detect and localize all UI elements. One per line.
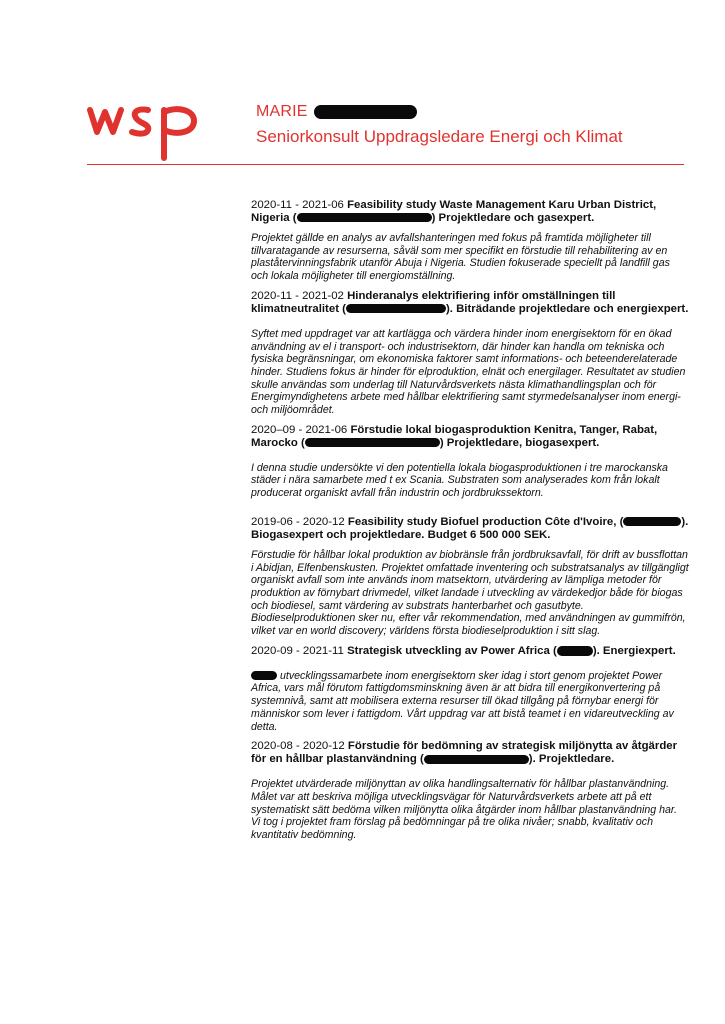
project-heading [251, 645, 689, 658]
project-title: Strategisk utveckling av Power Africa ( [347, 644, 557, 657]
project-title: Feasibility study Waste Management Karu Urban District, Nigeria ( [251, 199, 657, 224]
project-role: ). Biträdande projektledare och energiexpert. [445, 302, 689, 315]
project-date: 2020-09 - 2021-11 [251, 644, 344, 657]
project-title: Förstudie för bedömning av strategisk miljönytta av åtgärder för en hållbar plastanvändning ( [251, 740, 678, 766]
project-date: 2020–09 - 2021-06 [251, 423, 348, 436]
project-title: Förstudie lokal biogasproduktion Kenitra, Tanger, Rabat, Marocko ( [251, 423, 658, 449]
project-description: Förstudie för hållbar lokal produktion av biobränsle från jordbruksavfall, för drift av bussflottan i Abidjan, Elfenbenskusten. Projektet omfattade inventering och substratsanalys av tillgängligt organiskt avfall som inte används inom matsektorn, utvärdering av lämpliga metoder för produktion av förnybart drivmedel, vilket landade i utveckling av värdekedjor både för biogas och biodiesel, samt värdering av substrats hanterbarhet och gasutbyte. Biodieselproduktionen sker nu, efter vår rekommendation, med användningen av gummifrön, vilket var en world discovery; världens första biodieselproduktion i sitt slag. [251, 548, 689, 638]
redacted-client [346, 304, 446, 313]
project-description: Syftet med uppdraget var att kartlägga och värdera hinder inom energisektorn för en ökad användning av el i transport- och industrisektorn, där hinder kan handla om tekniska och fysiska begränsningar, om ekonomiska faktorer samt informations- och beteenderelaterade hinder. Studiens fokus är hinder för elproduktion, elnät och energilager. Resultatet av studien skulle användas som underlag till Naturvårdsverkets nästa klimathandlingsplan och för Energimyndighetens arbete med hållbar elektrifiering samt styrmedelsanalyser inom energi- och miljöområdet. [251, 327, 686, 417]
project-title: Feasibility study Biofuel production Côte d'Ivoire, ( [347, 515, 624, 528]
header-divider [87, 164, 684, 165]
project-role: ) Projektledare, biogasexpert. [439, 436, 600, 449]
project-list [251, 199, 689, 849]
project-date: 2019-06 - 2020-12 [251, 515, 345, 528]
person-name: MARIE [256, 103, 417, 121]
project-role: ). Energiexpert. [592, 644, 676, 657]
redacted-client [623, 517, 681, 526]
project-role: ). Projektledare. [528, 753, 615, 766]
redacted-client [305, 438, 440, 447]
project-description: I denna studie undersökte vi den potentiella lokala biogasproduktionen i tre marockanska städer i nära samarbete med t ex Scania. Substraten som analyserades kom från lokalt producerat organiskt avfall från industrin och jordbrukssektorn. [251, 461, 668, 500]
project-heading [251, 290, 689, 316]
project-date: 2020-11 - 2021-06 [251, 199, 344, 211]
redacted-client [297, 213, 432, 222]
job-title: Seniorkonsult Uppdragsledare Energi och Klimat [256, 127, 623, 146]
project-heading [251, 424, 689, 450]
project-description: Projektet gällde en analys av avfallshanteringen med fokus på framtida möjligheter till tillvaratagande av resurserna, såväl som mer specifikt en förstudie till rehabilitering av en plaståtervinningsfabrik utanför Abuja i Nigeria. Studien fokuserade speciellt på landfill gas och lokala möjligheter till energiomställning. [251, 232, 670, 283]
project-role: ) Projektledare och gasexpert. [431, 212, 595, 224]
project-role: ). Biogasexpert och projektledare. Budget 6 500 000 SEK. [251, 515, 689, 541]
redacted-client [557, 646, 593, 656]
project-title: Hinderanalys elektrifiering inför omställningen till klimatneutralitet ( [251, 289, 616, 315]
project-description: utvecklingssamarbete inom energisektorn sker idag i stort genom projektet Power Africa, vars mål förutom fattigdomsminskning även är att bidra till energikonvertering på systemnivå, samt att mobilisera externa resurser till ökad tillgång på förnybar energi för människor som lever i fattigdom. Vårt uppdrag var att bistå teamet i en vidareutveckling av detta. [251, 669, 674, 733]
project-heading [251, 516, 689, 542]
project-description: Projektet utvärderade miljönyttan av olika handlingsalternativ för hållbar plastanvändning. Målet var att beskriva möjliga utvecklingsvägar för Naturvårdsverkets arbete att på ett systematiskt sätt bedöma vilken miljönytta olika åtgärder inom hållbar plastanvändning har. Vi tog i projektet fram förslag på bedömningar på tre olika nivåer; snabb, kvalitativ och kvantitativ bedömning. [251, 778, 677, 842]
redacted-client [424, 755, 529, 764]
project-heading [251, 740, 689, 766]
project-date: 2020-08 - 2020-12 [251, 740, 345, 753]
project-heading [251, 199, 689, 225]
project-date: 2020-11 - 2021-02 [251, 289, 344, 302]
redacted-surname [314, 105, 417, 119]
redacted-organization [251, 671, 277, 680]
wsp-logo [86, 98, 204, 162]
